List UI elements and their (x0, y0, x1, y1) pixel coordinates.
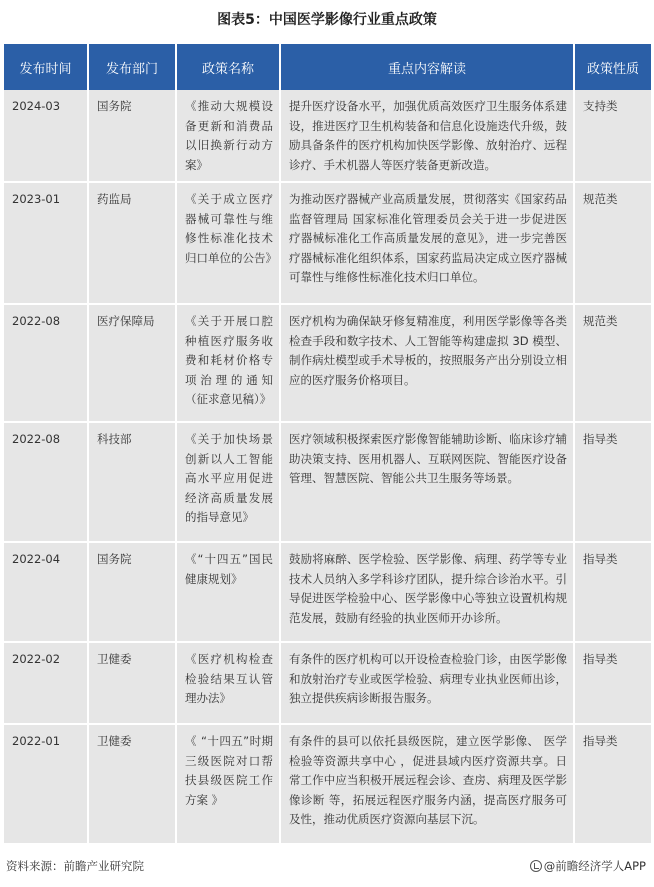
table-row (4, 542, 651, 642)
cell-dept: 卫健委 (88, 724, 176, 844)
cell-content: 有条件的县可以依托县级医院，建立医学影像、 医学检验等资源共享中心 ，促进县域内医疗资源共享。日常工作中应当积极开展远程会诊、查房、病理及医学影像诊断 等，拓展远程医疗服务内涵，提高医疗服务可及性，推动优质医疗资源向基层下沉。 (280, 724, 574, 844)
figure-title: 图表5：中国医学影像行业重点政策 (217, 12, 437, 28)
cell-policy-name: 《关于成立医疗器械可靠性与维修性标准化技术归口单位的公告》 (176, 182, 280, 304)
cell-content: 提升医疗设备水平，加强优质高效医疗卫生服务体系建设，推进医疗卫生机构装备和信息化设施迭代升级，鼓励具备条件的医疗机构加快医学影像、放射治疗、远程诊疗、手术机器人等医疗装备更新改造。 (280, 90, 574, 182)
cell-date: 2022-08 (4, 304, 88, 422)
cell-dept: 药监局 (88, 182, 176, 304)
table-row (4, 422, 651, 542)
cell-content: 医疗领域积极探索医疗影像智能辅助诊断、临床诊疗辅助决策支持、医用机器人、互联网医院、智能医疗设备管理、智慧医院、智能公共卫生服务等场景。 (280, 422, 574, 542)
table-row (4, 642, 651, 724)
header-dept: 发布部门 (88, 44, 176, 90)
cell-date: 2022-01 (4, 724, 88, 844)
cell-policy-name: 《关于开展口腔种植医疗服务收费和耗材价格专项治理的通知（征求意见稿）》 (176, 304, 280, 422)
cell-nature: 支持类 (574, 90, 651, 182)
cell-content: 有条件的医疗机构可以开设检查检验门诊，由医学影像和放射治疗专业或医学检验、病理专业执业医师出诊，独立提供疾病诊断报告服务。 (280, 642, 574, 724)
cell-policy-name: 《医疗机构检查检验结果互认管理办法》 (176, 642, 280, 724)
cell-dept: 国务院 (88, 90, 176, 182)
cell-nature: 规范类 (574, 182, 651, 304)
source-note: 资料来源：前瞻产业研究院 (6, 859, 144, 873)
cell-date: 2022-04 (4, 542, 88, 642)
cell-dept: 医疗保障局 (88, 304, 176, 422)
cell-dept: 国务院 (88, 542, 176, 642)
cell-policy-name: 《关于加快场景创新以人工智能高水平应用促进经济高质量发展的指导意见》 (176, 422, 280, 542)
table-header-row (4, 44, 651, 90)
cell-policy-name: 《推动大规模设备更新和消费品以旧换新行动方案》 (176, 90, 280, 182)
brand-credit (530, 858, 646, 874)
footer (0, 858, 654, 876)
cell-nature: 指导类 (574, 542, 651, 642)
cell-nature: 指导类 (574, 724, 651, 844)
cell-policy-name: 《“十四五”国民健康规划》 (176, 542, 280, 642)
brand-text: @前瞻经济学人APP (543, 859, 646, 873)
cell-content: 为推动医疗器械产业高质量发展，贯彻落实《国家药品监督管理局 国家标准化管理委员会关于进一步促进医疗器械标准化工作高质量发展的意见》，进一步完善医疗器械标准化组织体系，国家药监局决定成立医疗器械可靠性与维修性标准化技术归口单位。 (280, 182, 574, 304)
cell-date: 2022-02 (4, 642, 88, 724)
cell-nature: 指导类 (574, 642, 651, 724)
cell-nature: 规范类 (574, 304, 651, 422)
cell-nature: 指导类 (574, 422, 651, 542)
table-row (4, 182, 651, 304)
cell-date: 2023-01 (4, 182, 88, 304)
cell-dept: 卫健委 (88, 642, 176, 724)
table-row (4, 724, 651, 844)
cell-date: 2024-03 (4, 90, 88, 182)
policy-table (4, 44, 651, 845)
qianzhan-logo-icon (530, 860, 542, 872)
header-date: 发布时间 (4, 44, 88, 90)
cell-policy-name: 《 “十四五”时期三级医院对口帮扶县级医院工作方案 》 (176, 724, 280, 844)
cell-date: 2022-08 (4, 422, 88, 542)
header-policy-name: 政策名称 (176, 44, 280, 90)
cell-content: 鼓励将麻醉、医学检验、医学影像、病理、药学等专业技术人员纳入多学科诊疗团队，提升综合诊治水平。引导促进医学检验中心、医学影像中心等独立设置机构规范发展，鼓励有经验的执业医师开办诊所。 (280, 542, 574, 642)
table-row (4, 90, 651, 182)
table-row (4, 304, 651, 422)
header-content: 重点内容解读 (280, 44, 574, 90)
cell-dept: 科技部 (88, 422, 176, 542)
cell-content: 医疗机构为确保缺牙修复精准度，利用医学影像等各类检查手段和数字技术、人工智能等构建虚拟 3D 模型、制作病灶模型或手术导板的，按照服务产出分别设立相应的医疗服务价格项目。 (280, 304, 574, 422)
header-nature: 政策性质 (574, 44, 651, 90)
